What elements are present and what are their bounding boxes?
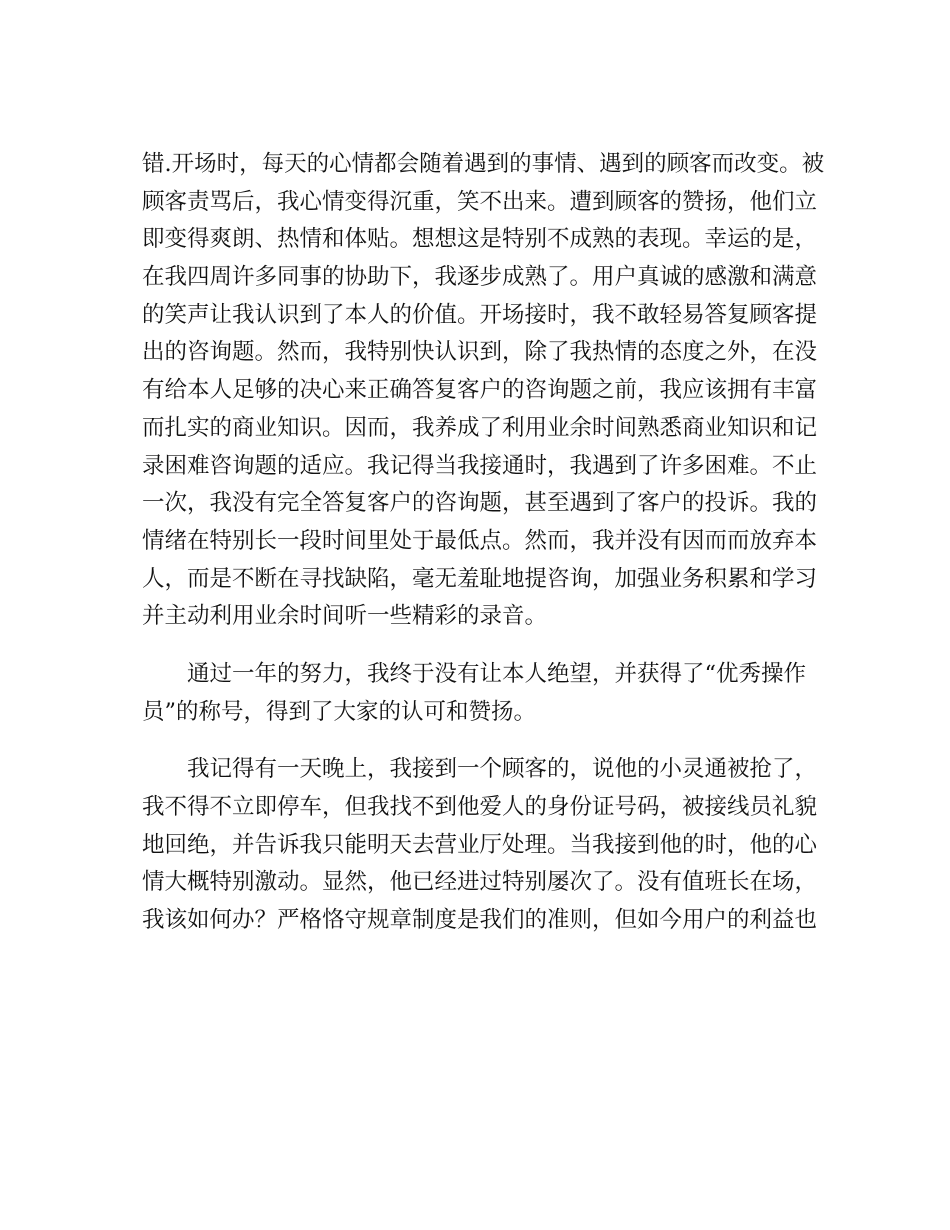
- text-line: 我不得不立即停车，但我找不到他爱人的身份证号码，被接线员礼貌: [142, 794, 818, 820]
- text-line: 错.开场时，每天的心情都会随着遇到的事情、遇到的顾客而改变。被: [142, 151, 825, 177]
- text-line: 地回绝，并告诉我只能明天去营业厅处理。当我接到他的时，他的心: [142, 831, 818, 858]
- text-line: 在我四周许多同事的协助下，我逐步成熟了。用户真诚的感激和满意: [142, 264, 818, 291]
- paragraph-spacer: [142, 636, 812, 656]
- text-line: 我该如何办？严格恪守规章制度是我们的准则，但如今用户的利益也: [142, 907, 818, 934]
- text-line: 顾客责骂后，我心情变得沉重，笑不出来。遭到顾客的赞扬，他们立: [142, 188, 818, 215]
- text-line: 的笑声让我认识到了本人的价值。开场接时，我不敢轻易答复顾客提: [142, 301, 818, 328]
- text-line: 一次，我没有完全答复客户的咨询题，甚至遇到了客户的投诉。我的: [142, 490, 818, 517]
- text-line: 人，而是不断在寻找缺陷，毫无羞耻地提咨询，加强业务积累和学习: [142, 565, 818, 592]
- text-line: 有给本人足够的决心来正确答复客户的咨询题之前，我应该拥有丰富: [142, 377, 818, 404]
- text-line: 情大概特别激动。显然，他已经进过特别屡次了。没有值班长在场，: [142, 869, 818, 896]
- paragraph-1: [142, 146, 825, 636]
- paragraph-2: [142, 656, 812, 731]
- text-line: 而扎实的商业知识。因而，我养成了利用业余时间熟悉商业知识和记: [142, 414, 818, 441]
- paragraph-3: [142, 751, 818, 939]
- text-line: 即变得爽朗、热情和体贴。想想这是特别不成熟的表现。幸运的是，: [142, 226, 818, 253]
- text-line: 录困难咨询题的适应。我记得当我接通时，我遇到了许多困难。不止: [142, 452, 818, 479]
- text-line: 通过一年的努力，我终于没有让本人绝望，并获得了“优秀操作: [187, 660, 807, 687]
- text-line: 我记得有一天晚上，我接到一个顾客的，说他的小灵通被抢了，: [187, 756, 818, 783]
- document-body: [142, 146, 825, 940]
- paragraph-spacer: [142, 731, 812, 751]
- text-line: 出的咨询题。然而，我特别快认识到，除了我热情的态度之外，在没: [142, 339, 818, 366]
- text-line: 情绪在特别长一段时间里处于最低点。然而，我并没有因而而放弃本: [142, 527, 818, 554]
- text-line: 员”的称号，得到了大家的认可和赞扬。: [142, 698, 537, 725]
- text-line: 并主动利用业余时间听一些精彩的录音。: [142, 603, 548, 630]
